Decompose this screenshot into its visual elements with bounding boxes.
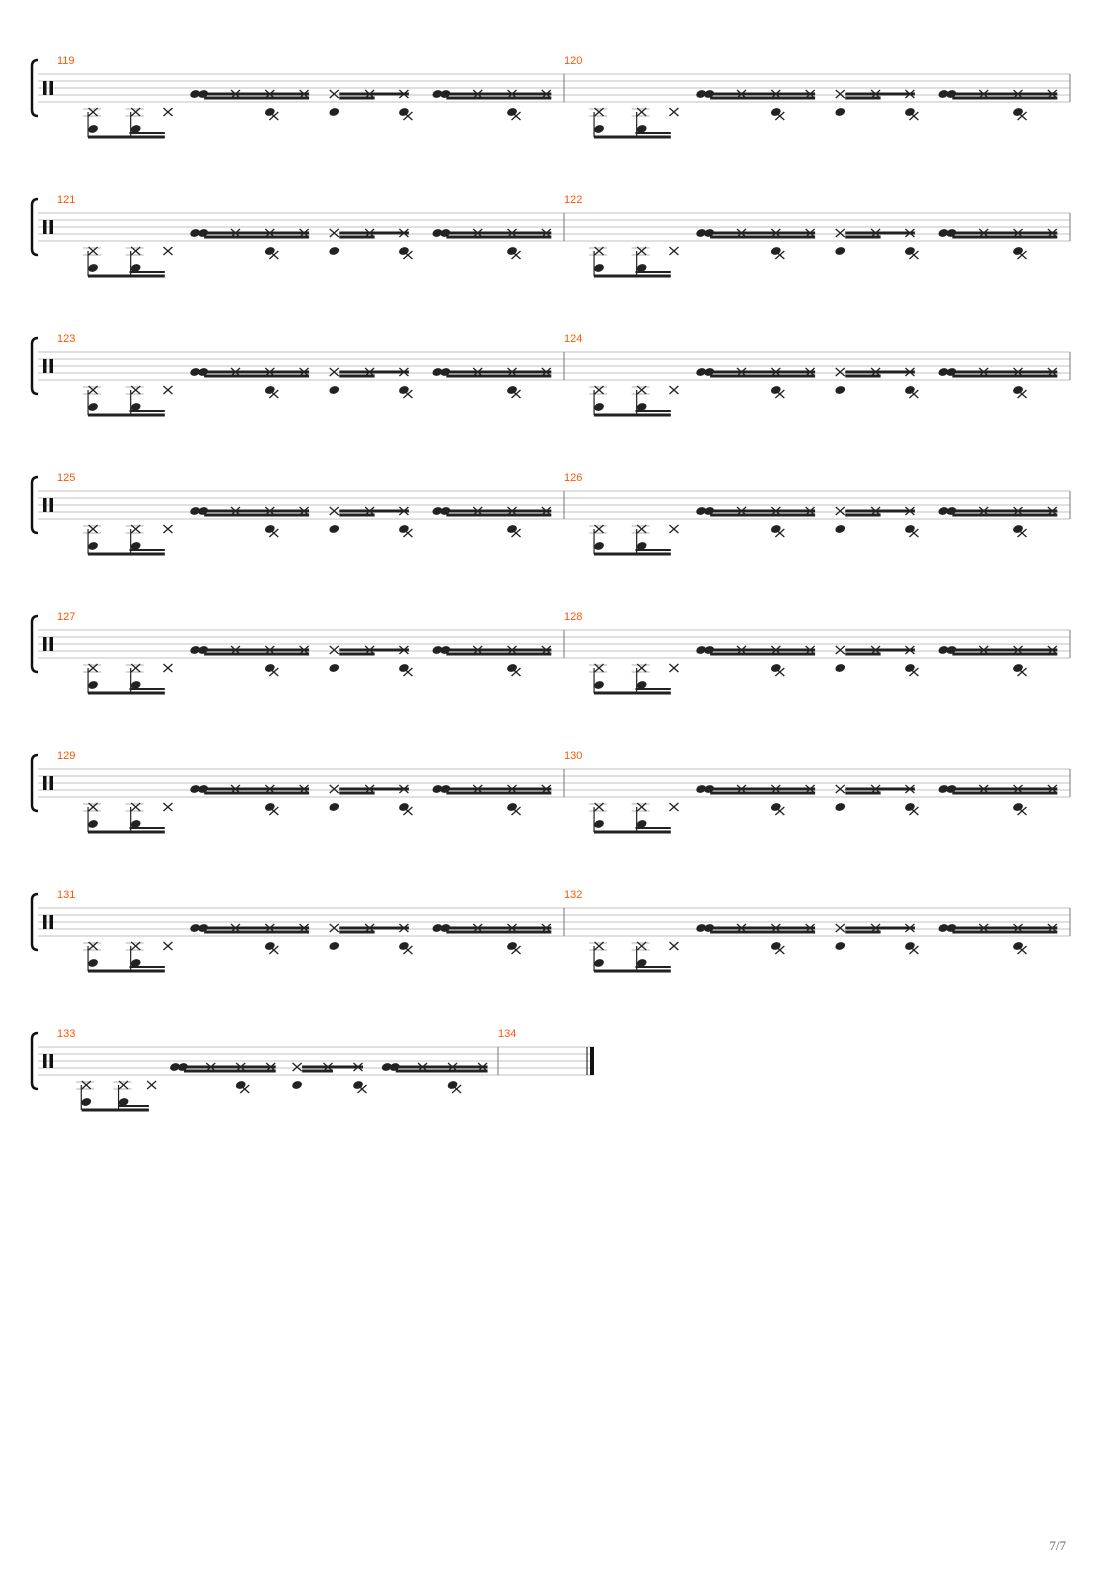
note-head bbox=[328, 107, 340, 117]
cymbal-note-head bbox=[836, 368, 845, 376]
note-head bbox=[593, 680, 605, 690]
cymbal-note-head bbox=[836, 507, 845, 515]
measure-number: 133 bbox=[57, 1028, 76, 1040]
note-head bbox=[87, 680, 99, 690]
note-head bbox=[87, 958, 99, 968]
percussion-clef bbox=[50, 637, 54, 651]
cymbal-note-head bbox=[836, 646, 845, 654]
measure-number: 119 bbox=[57, 55, 75, 67]
note-head bbox=[834, 941, 846, 951]
measure-number: 125 bbox=[57, 472, 76, 484]
cymbal-note-head bbox=[836, 229, 845, 237]
cymbal-note-head bbox=[669, 525, 678, 533]
note-head bbox=[834, 524, 846, 534]
note-head bbox=[593, 541, 605, 551]
note-head bbox=[87, 541, 99, 551]
system-bracket bbox=[32, 616, 38, 672]
percussion-clef bbox=[50, 776, 54, 790]
staff-system bbox=[32, 55, 1070, 137]
cymbal-note-head bbox=[163, 247, 172, 255]
percussion-clef bbox=[43, 637, 47, 651]
system-bracket bbox=[32, 477, 38, 533]
system-bracket bbox=[32, 1033, 38, 1089]
page-number: 7/7 bbox=[1049, 1538, 1066, 1553]
staff-system bbox=[32, 333, 1070, 415]
cymbal-note-head bbox=[330, 368, 339, 376]
percussion-clef bbox=[43, 359, 47, 373]
note-head bbox=[328, 524, 340, 534]
percussion-clef bbox=[50, 220, 54, 234]
note-head bbox=[834, 246, 846, 256]
measure-number: 122 bbox=[564, 194, 583, 206]
cymbal-note-head bbox=[836, 924, 845, 932]
note-head bbox=[834, 107, 846, 117]
cymbal-note-head bbox=[330, 229, 339, 237]
cymbal-note-head bbox=[163, 525, 172, 533]
percussion-clef bbox=[43, 776, 47, 790]
cymbal-note-head bbox=[293, 1063, 302, 1071]
percussion-clef bbox=[43, 1054, 47, 1068]
note-head bbox=[87, 402, 99, 412]
cymbal-note-head bbox=[669, 942, 678, 950]
cymbal-note-head bbox=[836, 90, 845, 98]
note-head bbox=[80, 1097, 92, 1107]
system-bracket bbox=[32, 894, 38, 950]
note-head bbox=[834, 385, 846, 395]
cymbal-note-head bbox=[669, 247, 678, 255]
system-bracket bbox=[32, 338, 38, 394]
percussion-clef bbox=[43, 498, 47, 512]
system-bracket bbox=[32, 755, 38, 811]
note-head bbox=[87, 124, 99, 134]
staff-system bbox=[32, 889, 1070, 971]
cymbal-note-head bbox=[330, 924, 339, 932]
percussion-clef bbox=[50, 359, 54, 373]
cymbal-note-head bbox=[330, 507, 339, 515]
cymbal-note-head bbox=[669, 108, 678, 116]
percussion-clef bbox=[50, 498, 54, 512]
note-head bbox=[593, 263, 605, 273]
staff-system bbox=[32, 472, 1070, 554]
measure-number: 124 bbox=[564, 333, 583, 345]
percussion-clef bbox=[50, 1054, 54, 1068]
cymbal-note-head bbox=[669, 803, 678, 811]
note-head bbox=[328, 385, 340, 395]
note-head bbox=[291, 1080, 303, 1090]
percussion-clef bbox=[43, 81, 47, 95]
cymbal-note-head bbox=[147, 1081, 156, 1089]
percussion-clef bbox=[50, 915, 54, 929]
staff-system bbox=[32, 750, 1070, 832]
note-head bbox=[834, 802, 846, 812]
note-head bbox=[328, 802, 340, 812]
staff-system bbox=[32, 1028, 594, 1110]
cymbal-note-head bbox=[330, 646, 339, 654]
cymbal-note-head bbox=[163, 386, 172, 394]
cymbal-note-head bbox=[163, 942, 172, 950]
measure-number: 132 bbox=[564, 889, 583, 901]
note-head bbox=[593, 124, 605, 134]
measure-number: 130 bbox=[564, 750, 583, 762]
cymbal-note-head bbox=[836, 785, 845, 793]
measure-number: 128 bbox=[564, 611, 583, 623]
measure-number: 134 bbox=[498, 1028, 517, 1040]
measure-number: 121 bbox=[57, 194, 76, 206]
note-head bbox=[834, 663, 846, 673]
system-bracket bbox=[32, 60, 38, 116]
measure-number: 120 bbox=[564, 55, 583, 67]
note-head bbox=[593, 402, 605, 412]
measure-number: 127 bbox=[57, 611, 76, 623]
cymbal-note-head bbox=[330, 90, 339, 98]
measure-number: 123 bbox=[57, 333, 76, 345]
note-head bbox=[328, 941, 340, 951]
percussion-clef bbox=[50, 81, 54, 95]
note-head bbox=[328, 246, 340, 256]
cymbal-note-head bbox=[163, 664, 172, 672]
cymbal-note-head bbox=[330, 785, 339, 793]
percussion-clef bbox=[43, 220, 47, 234]
measure-number: 129 bbox=[57, 750, 76, 762]
measure-number: 131 bbox=[57, 889, 76, 901]
note-head bbox=[593, 958, 605, 968]
cymbal-note-head bbox=[163, 803, 172, 811]
cymbal-note-head bbox=[163, 108, 172, 116]
note-head bbox=[87, 819, 99, 829]
staff-system bbox=[32, 611, 1070, 693]
system-bracket bbox=[32, 199, 38, 255]
note-head bbox=[87, 263, 99, 273]
note-head bbox=[593, 819, 605, 829]
note-head bbox=[328, 663, 340, 673]
measure-number: 126 bbox=[564, 472, 583, 484]
percussion-clef bbox=[43, 915, 47, 929]
cymbal-note-head bbox=[669, 664, 678, 672]
cymbal-note-head bbox=[669, 386, 678, 394]
staff-system bbox=[32, 194, 1070, 276]
